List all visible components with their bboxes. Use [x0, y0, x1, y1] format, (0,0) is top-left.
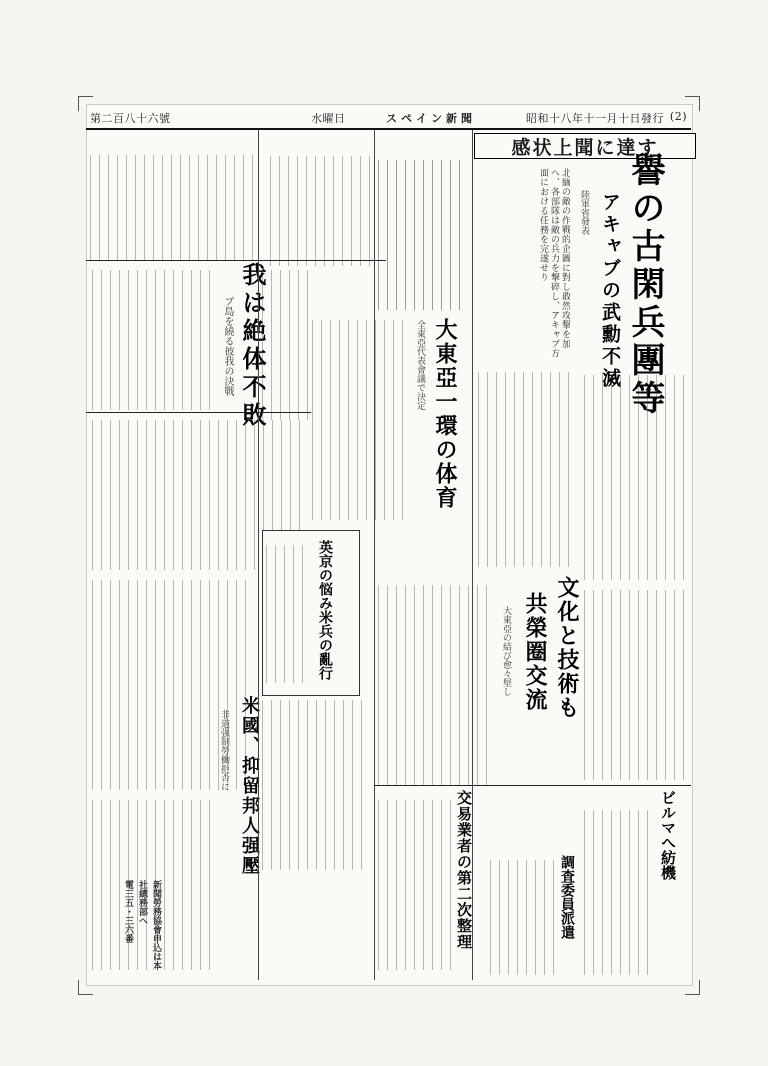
- masthead-rule: [86, 128, 691, 130]
- text-block: [312, 320, 408, 520]
- column-divider: [472, 130, 473, 980]
- text-block: [266, 545, 310, 683]
- sports-subhead: 全東亞代表會議で決定: [415, 320, 425, 410]
- text-block: [490, 860, 554, 975]
- attu-body: 北緬の敵の作戰的企圖に對し敢然攻撃を加へ、各部隊は敵の兵力を撃碎し、アキャブ方面における任務を完遂せり: [538, 168, 570, 358]
- weekday: 水曜日: [311, 112, 346, 125]
- usa-headline: 米國、抑留邦人强壓: [239, 696, 260, 876]
- notice-line-2: 社總務部へ: [137, 880, 147, 925]
- crop-mark-bottom-right: [685, 980, 700, 995]
- victory-headline: 我は絶体不敗: [238, 262, 267, 430]
- text-block: [262, 700, 370, 870]
- text-block: [92, 270, 214, 410]
- investigation-headline: 調査委員派遣: [559, 855, 575, 939]
- culture-headline: 文化と技術も: [554, 576, 580, 720]
- usa-subhead: 非道强制勞働拒否に: [219, 710, 229, 791]
- notice-line-3: 電三五・三六番: [123, 880, 133, 943]
- attu-subhead: アキャブの武勳不滅: [599, 192, 621, 390]
- text-block: [584, 375, 688, 580]
- prisoners-headline: 英京の悩み米兵の亂行: [317, 540, 333, 680]
- text-block: [262, 270, 308, 420]
- issue-number: 第二百八十六號: [90, 112, 171, 125]
- paper-title: スペイン新聞: [386, 112, 476, 125]
- text-block: [270, 156, 370, 266]
- victory-subhead: ブ島を繞る彼我の決戰: [222, 296, 233, 396]
- sports-headline: 大東亞一環の体育: [432, 318, 458, 510]
- text-block: [378, 800, 452, 970]
- issue-date: 昭和十八年十一月十日發行: [526, 112, 664, 125]
- banner-headline: 感状上聞に達す: [474, 133, 696, 159]
- culture-headline-2: 共榮圈交流: [522, 592, 548, 712]
- text-block: [90, 155, 260, 260]
- text-block: [584, 810, 654, 975]
- section-rule: [374, 785, 472, 786]
- section-rule: [86, 260, 386, 261]
- column-divider: [258, 130, 259, 980]
- attu-headline: 譽の古閑兵團等: [625, 152, 665, 418]
- attu-byline: 陸軍省發表: [579, 190, 589, 235]
- text-block: [378, 585, 490, 785]
- text-block: [584, 590, 686, 780]
- column-divider: [374, 130, 375, 980]
- section-rule: [472, 785, 691, 786]
- masthead: [86, 108, 691, 128]
- crop-mark-bottom-left: [78, 980, 93, 995]
- culture-subhead: 大東亞の結び愈々堅し: [501, 606, 511, 696]
- notice-line-1: 新聞勞務協會申込は本: [151, 880, 161, 970]
- trade-headline: 交易業者の第二次整理: [455, 790, 473, 950]
- burma-headline: ビルマへ紡機: [659, 790, 677, 880]
- text-block: [378, 160, 468, 310]
- page-number: (2): [669, 110, 687, 123]
- section-rule: [86, 412, 311, 413]
- text-block: [478, 372, 574, 567]
